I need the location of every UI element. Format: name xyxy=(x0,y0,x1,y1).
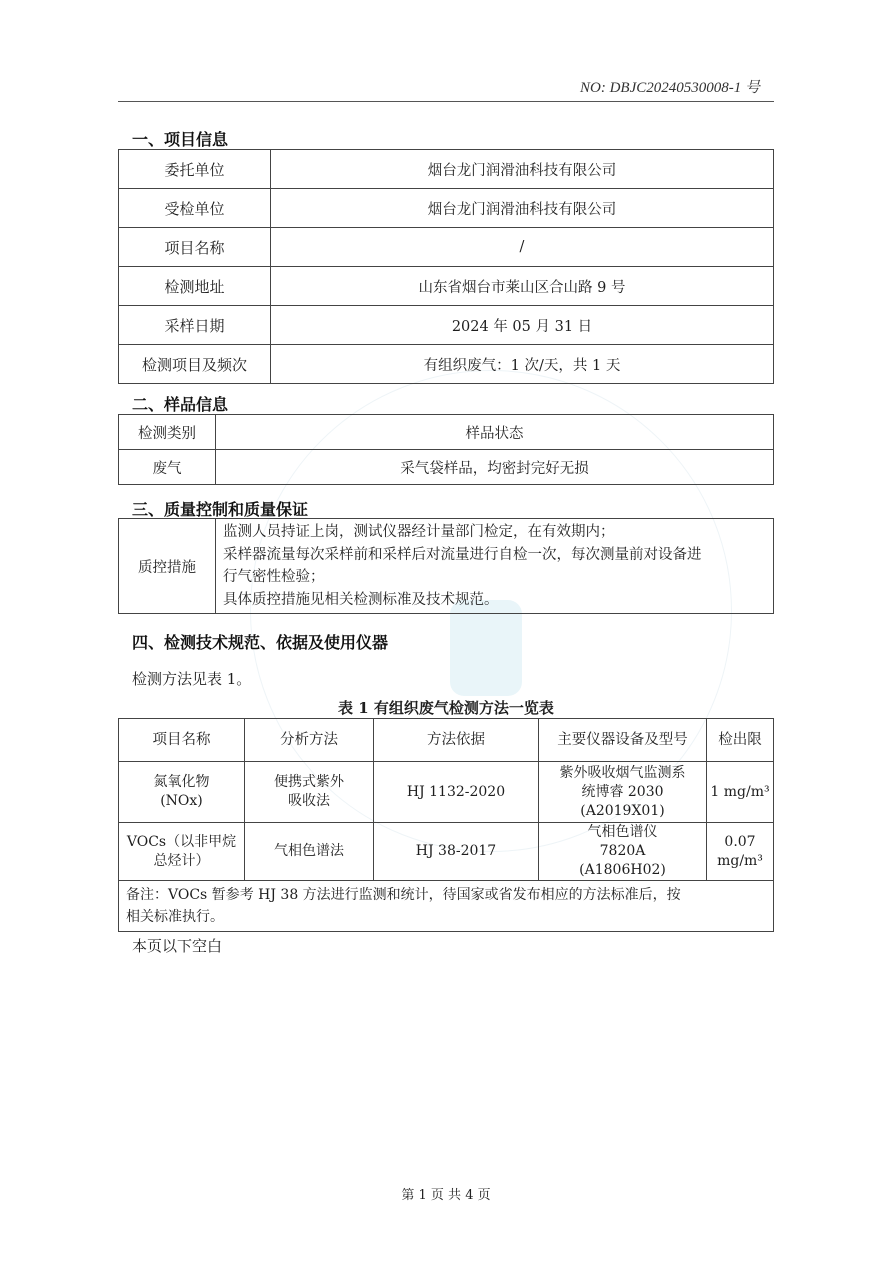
sample-info-table xyxy=(118,414,774,485)
project-info-table xyxy=(118,149,774,384)
col-header-instrument: 主要仪器设备及型号 xyxy=(539,719,707,762)
cell-line: VOCs（以非甲烷 xyxy=(126,833,237,850)
cell-line: 统博睿 2030 xyxy=(581,783,664,800)
value-project-name: / xyxy=(271,228,774,267)
cell-line: 便携式紫外 xyxy=(274,774,344,790)
cell-line: mg/m³ xyxy=(717,852,763,869)
cell-instrument xyxy=(539,762,707,823)
qc-line: 具体质控措施见相关检测标准及技术规范。 xyxy=(223,591,499,608)
cell-line: 7820A xyxy=(599,843,646,859)
cell-category: 废气 xyxy=(119,450,216,485)
table-row xyxy=(119,823,774,881)
label-client: 委托单位 xyxy=(119,150,271,189)
table-row xyxy=(119,189,774,228)
table-caption: 表 1 有组织废气检测方法一览表 xyxy=(338,699,554,717)
cell-instrument xyxy=(539,823,707,881)
table-header-row xyxy=(119,719,774,762)
cell-limit xyxy=(707,762,774,823)
table-row xyxy=(119,306,774,345)
cell-line: (NOx) xyxy=(160,793,203,809)
value-address: 山东省烟台市莱山区合山路 9 号 xyxy=(271,267,774,306)
table-row xyxy=(119,345,774,384)
value-client: 烟台龙门润滑油科技有限公司 xyxy=(271,150,774,189)
section-title-quality-control: 三、质量控制和质量保证 xyxy=(132,500,309,519)
cell-method xyxy=(245,762,374,823)
cell-line: 0.07 xyxy=(724,833,756,850)
col-header-item: 项目名称 xyxy=(119,719,245,762)
cell-line: 氮氧化物 xyxy=(153,774,210,790)
header-rule xyxy=(118,101,774,102)
table-header-row xyxy=(119,415,774,450)
cell-line: 气相色谱仪 xyxy=(587,824,658,840)
methods-table xyxy=(118,718,774,932)
value-items-frequency: 有组织废气：1 次/天，共 1 天 xyxy=(271,345,774,384)
cell-line: 紫外吸收烟气监测系 xyxy=(559,764,686,781)
watermark-logo xyxy=(450,600,522,696)
cell-line: 总烃计） xyxy=(153,852,210,869)
blank-below-note: 本页以下空白 xyxy=(132,937,223,955)
quality-control-table xyxy=(118,518,774,614)
cell-line: 气相色谱法 xyxy=(274,843,344,859)
cell-state: 采气袋样品，均密封完好无损 xyxy=(216,450,774,485)
cell-line: 1 mg/m³ xyxy=(710,783,770,800)
value-sampling-date: 2024 年 05 月 31 日 xyxy=(271,306,774,345)
label-project-name: 项目名称 xyxy=(119,228,271,267)
col-header-method: 分析方法 xyxy=(245,719,374,762)
table-row xyxy=(119,228,774,267)
page-footer: 第 1 页 共 4 页 xyxy=(401,1188,491,1203)
label-items-frequency: 检测项目及频次 xyxy=(119,345,271,384)
table-row xyxy=(119,519,774,614)
section-title-sample-info: 二、样品信息 xyxy=(132,395,229,414)
table-row xyxy=(119,150,774,189)
cell-basis: HJ 38-2017 xyxy=(374,823,539,881)
cell-line: (A2019X01) xyxy=(580,802,665,819)
label-inspected-unit: 受检单位 xyxy=(119,189,271,228)
section-title-project-info: 一、项目信息 xyxy=(132,130,229,149)
label-sampling-date: 采样日期 xyxy=(119,306,271,345)
cell-item xyxy=(119,762,245,823)
section-title-methods: 四、检测技术规范、依据及使用仪器 xyxy=(132,633,389,652)
methods-intro: 检测方法见表 1。 xyxy=(132,670,252,688)
header-category: 检测类别 xyxy=(119,415,216,450)
cell-line: 吸收法 xyxy=(288,793,330,809)
table-remark-row xyxy=(119,881,774,932)
remark-note xyxy=(119,881,774,932)
cell-item xyxy=(119,823,245,881)
cell-basis: HJ 1132-2020 xyxy=(374,762,539,823)
document-number: NO: DBJC20240530008-1 号 xyxy=(580,80,760,96)
table-row xyxy=(119,762,774,823)
remark-line: 相关标准执行。 xyxy=(126,909,224,925)
label-qc-measures: 质控措施 xyxy=(119,519,216,614)
col-header-limit: 检出限 xyxy=(707,719,774,762)
cell-limit xyxy=(707,823,774,881)
qc-line: 行气密性检验； xyxy=(223,569,325,585)
table-row xyxy=(119,450,774,485)
table-row xyxy=(119,267,774,306)
remark-line: 备注：VOCs 暂参考 HJ 38 方法进行监测和统计，待国家或省发布相应的方法标准后，按 xyxy=(126,887,681,903)
label-address: 检测地址 xyxy=(119,267,271,306)
cell-line: (A1806H02) xyxy=(579,862,666,878)
qc-line: 采样器流量每次采样前和采样后对流量进行自检一次，每次测量前对设备进 xyxy=(223,546,702,563)
qc-measures-text xyxy=(216,519,774,614)
col-header-basis: 方法依据 xyxy=(374,719,539,762)
qc-line: 监测人员持证上岗，测试仪器经计量部门检定，在有效期内； xyxy=(223,524,615,540)
header-state: 样品状态 xyxy=(216,415,774,450)
value-inspected-unit: 烟台龙门润滑油科技有限公司 xyxy=(271,189,774,228)
cell-method xyxy=(245,823,374,881)
